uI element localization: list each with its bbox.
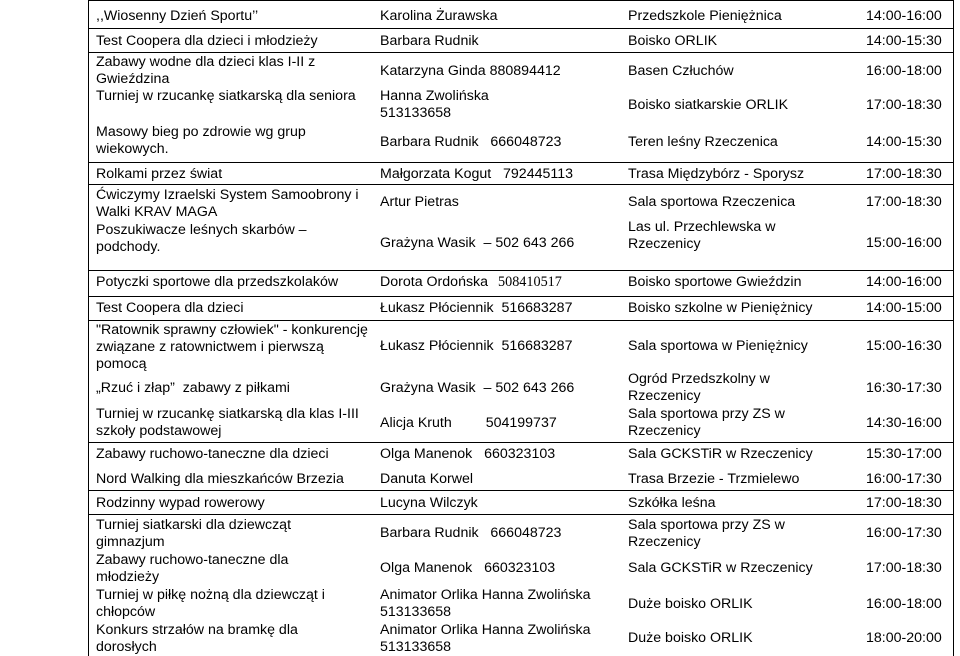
time-cell: 15:00-16:00 [866, 235, 942, 251]
table-row [88, 466, 954, 490]
activity-cell: Turniej w rzucankę siatkarską dla klas I-III szkoły podstawowej [96, 406, 359, 439]
person-cell: Małgorzata Kogut 792445113 [380, 166, 573, 182]
time-cell: 18:00-20:00 [866, 630, 942, 646]
place-cell: Szkółka leśna [628, 495, 716, 511]
activity-cell: Poszukiwacze leśnych skarbów – podchody. [96, 222, 307, 255]
place-cell: Basen Człuchów [628, 63, 734, 79]
person-cell: Barbara Rudnik 666048723 [380, 134, 562, 150]
place-cell: Duże boisko ORLIK [628, 630, 753, 646]
place-cell: Boisko ORLIK [628, 33, 718, 49]
activity-cell: Nord Walking dla mieszkańców Brzezia [96, 471, 344, 487]
person-cell: Animator Orlika Hanna Zwolińska 513133658 [380, 622, 591, 655]
person-phone: 504199737 [485, 415, 557, 431]
person-cell [380, 415, 557, 432]
place-cell: Sala sportowa przy ZS w Rzeczenicy [628, 517, 785, 550]
place-cell: Duże boisko ORLIK [628, 596, 753, 612]
activity-cell: ,,Wiosenny Dzień Sportu’’ [96, 8, 259, 24]
activity-cell: „Rzuć i złap” zabawy z piłkami [96, 380, 290, 396]
table-row [88, 550, 954, 586]
person-cell: Grażyna Wasik – 502 643 266 [380, 235, 575, 251]
person-cell: Lucyna Wilczyk [380, 495, 478, 511]
table-row [88, 296, 954, 321]
place-cell: Boisko sportowe Gwieździn [628, 274, 802, 290]
table-row [88, 52, 954, 89]
table-row [88, 371, 954, 406]
time-cell: 14:00-15:30 [866, 33, 942, 49]
time-cell: 17:00-18:30 [866, 560, 942, 576]
place-cell: Sala sportowa przy ZS w Rzeczenicy [628, 406, 785, 439]
time-cell: 17:00-18:30 [866, 97, 942, 113]
activity-cell: Test Coopera dla dzieci i młodzieży [96, 33, 318, 49]
time-cell: 14:00-15:30 [866, 134, 942, 150]
person-cell: Artur Pietras [380, 194, 459, 210]
table-row [88, 28, 954, 53]
place-cell: Sala sportowa Rzeczenica [628, 194, 796, 210]
table-row [88, 124, 954, 162]
place-cell: Ogród Przedszkolny w Rzeczenicy [628, 371, 770, 404]
time-cell: 16:30-17:30 [866, 380, 942, 396]
activity-cell: Turniej siatkarski dla dziewcząt gimnazjum [96, 517, 292, 550]
place-cell: Trasa Międzybórz - Sporysz [628, 166, 805, 182]
person-cell: Olga Manenok 660323103 [380, 446, 556, 462]
time-cell: 15:30-17:00 [866, 446, 942, 462]
table-row [88, 442, 954, 467]
person-cell [380, 274, 562, 291]
activity-cell: "Ratownik sprawny człowiek" - konkurencję związane z ratownictwem i pierwszą pomocą [96, 322, 368, 372]
person-cell: Katarzyna Ginda 880894412 [380, 63, 561, 79]
person-cell: Animator Orlika Hanna Zwolińska 513133658 [380, 587, 591, 620]
table-row [88, 406, 954, 442]
time-cell: 14:00-15:00 [866, 300, 942, 316]
person-cell: Olga Manenok 660323103 [380, 560, 556, 576]
person-cell: Karolina Żurawska [380, 8, 498, 24]
activity-cell: Zabawy ruchowo-taneczne dla młodzieży [96, 552, 289, 585]
time-cell: 16:00-17:30 [866, 471, 942, 487]
person-cell: Danuta Korwel [380, 471, 474, 487]
activity-cell: Zabawy wodne dla dzieci klas I-II z Gwieździna [96, 54, 316, 87]
time-cell: 16:00-18:00 [866, 596, 942, 612]
person-cell: Łukasz Płóciennik 516683287 [380, 300, 573, 316]
activity-cell: Ćwiczymy Izraelski System Samoobrony i Walki KRAV MAGA [96, 187, 359, 220]
activity-cell: Masowy bieg po zdrowie wg grup wiekowych. [96, 124, 306, 157]
time-cell: 17:00-18:30 [866, 166, 942, 182]
table-row [88, 0, 954, 29]
person-cell: Hanna Zwolińska 513133658 [380, 88, 489, 121]
activity-cell: Potyczki sportowe dla przedszkolaków [96, 274, 339, 290]
time-cell: 14:30-16:00 [866, 415, 942, 431]
person-cell: Barbara Rudnik 666048723 [380, 525, 562, 541]
activity-cell: Turniej w piłkę nożną dla dziewcząt i chłopców [96, 587, 325, 620]
activity-cell: Turniej w rzucankę siatkarską dla seniora [96, 88, 356, 104]
time-cell: 14:00-16:00 [866, 8, 942, 24]
person-name: Dorota Ordońska [380, 274, 489, 290]
table-row [88, 490, 954, 515]
table-row [88, 514, 954, 551]
table-row [88, 270, 954, 297]
table-row [88, 620, 954, 656]
table-row [88, 184, 954, 223]
activity-cell: Konkurs strzałów na bramkę dla dorosłych [96, 622, 298, 655]
person-cell: Barbara Rudnik [380, 33, 479, 49]
activity-cell: Zabawy ruchowo-taneczne dla dzieci [96, 446, 329, 462]
table-row [88, 88, 954, 124]
place-cell: Trasa Brzezie - Trzmielewo [628, 471, 800, 487]
place-cell: Boisko szkolne w Pieniężnicy [628, 300, 813, 316]
person-cell: Łukasz Płóciennik 516683287 [380, 338, 573, 354]
place-cell: Boisko siatkarskie ORLIK [628, 97, 789, 113]
activity-cell: Test Coopera dla dzieci [96, 300, 244, 316]
time-cell: 14:00-16:00 [866, 274, 942, 290]
table-row [88, 219, 954, 270]
time-cell: 17:00-18:30 [866, 495, 942, 511]
place-cell: Las ul. Przechlewska w Rzeczenicy [628, 219, 776, 252]
place-cell: Teren leśny Rzeczenica [628, 134, 778, 150]
time-cell: 17:00-18:30 [866, 194, 942, 210]
place-cell: Sala GCKSTiR w Rzeczenicy [628, 560, 813, 576]
person-name: Alicja Kruth [380, 415, 452, 431]
table-row [88, 586, 954, 620]
table-row [88, 320, 954, 375]
activity-cell: Rolkami przez świat [96, 166, 223, 182]
time-cell: 15:00-16:30 [866, 338, 942, 354]
place-cell: Przedszkole Pieniężnica [628, 8, 782, 24]
time-cell: 16:00-18:00 [866, 63, 942, 79]
activity-cell: Rodzinny wypad rowerowy [96, 495, 265, 511]
time-cell: 16:00-17:30 [866, 525, 942, 541]
place-cell: Sala GCKSTiR w Rzeczenicy [628, 446, 813, 462]
person-phone: 508410517 [498, 274, 562, 290]
place-cell: Sala sportowa w Pieniężnicy [628, 338, 808, 354]
person-cell: Grażyna Wasik – 502 643 266 [380, 380, 575, 396]
table-row [88, 162, 954, 185]
